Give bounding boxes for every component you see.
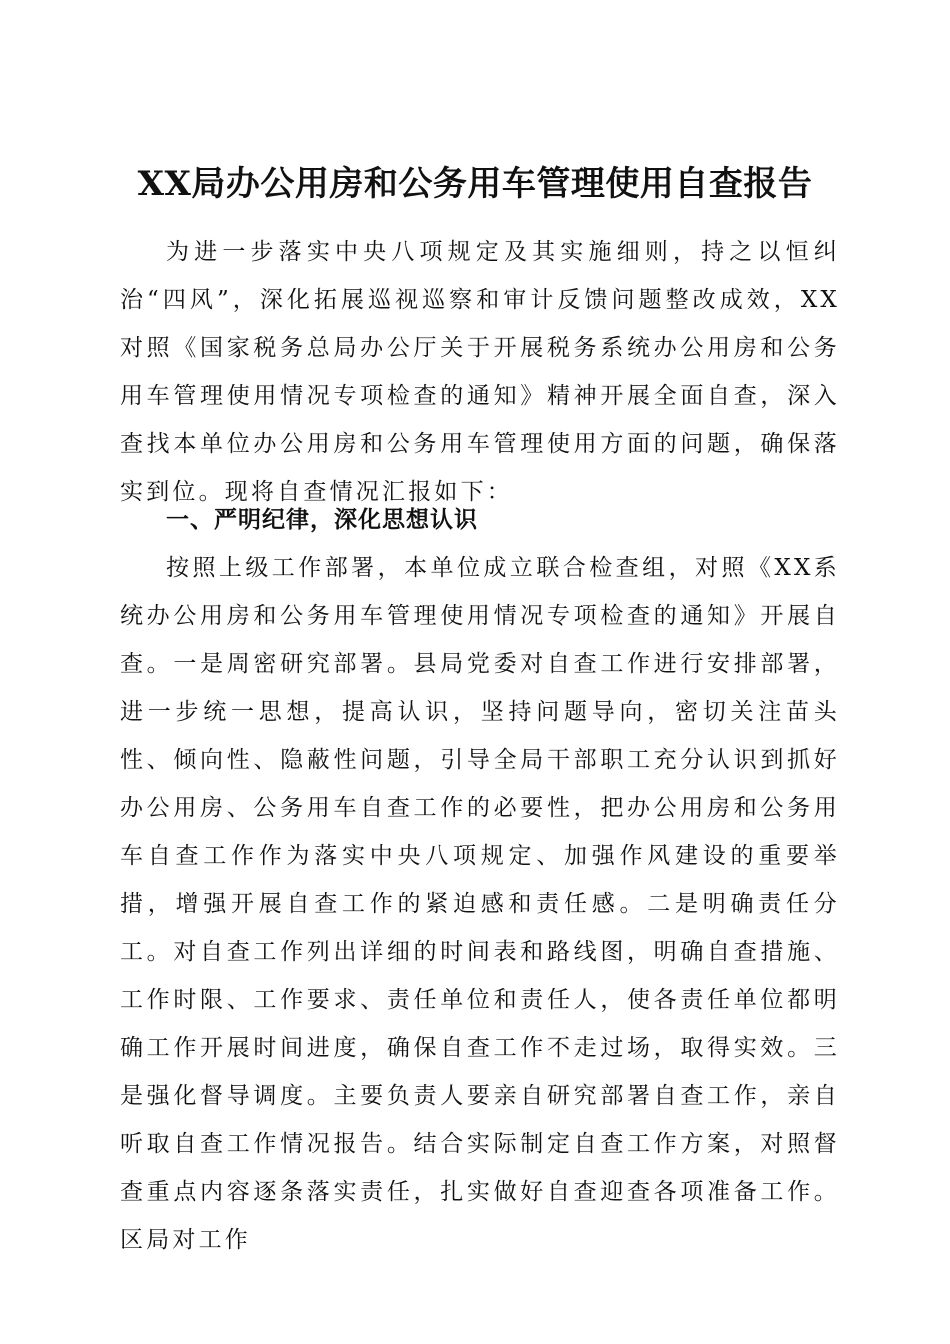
intro-paragraph: 为进一步落实中央八项规定及其实施细则，持之以恒纠治“四风”，深化拓展巡视巡察和审计反馈问题整改成效，XX对照《国家税务总局办公厅关于开展税务系统办公用房和公务用车管理使用情况专项检查的通知》精神开展全面自查，深入查找本单位办公用房和公务用车管理使用方面的问题，确保落实到位。现将自查情况汇报如下：	[120, 239, 840, 505]
document-title: XX局办公用房和公务用车管理使用自查报告	[137, 163, 813, 204]
section-1-heading: 一、严明纪律，深化思想认识	[166, 507, 478, 533]
section-1-paragraph: 按照上级工作部署，本单位成立联合检查组，对照《XX系统办公用房和公务用车管理使用情况专项检查的通知》开展自查。一是周密研究部署。县局党委对自查工作进行安排部署，进一步统一思想，提高认识，坚持问题导向，密切关注苗头性、倾向性、隐蔽性问题，引导全局干部职工充分认识到抓好办公用房、公务用车自查工作的必要性，把办公用房和公务用车自查工作作为落实中央八项规定、加强作风建设的重要举措，增强开展自查工作的紧迫感和责任感。二是明确责任分工。对自查工作列出详细的时间表和路线图，明确自查措施、工作时限、工作要求、责任单位和责任人，使各责任单位都明确工作开展时间进度，确保自查工作不走过场，取得实效。三是强化督导调度。主要负责人要亲自研究部署自查工作，亲自听取自查工作情况报告。结合实际制定自查工作方案，对照督查重点内容逐条落实责任，扎实做好自查迎查各项准备工作。区局对工作	[120, 555, 840, 1253]
